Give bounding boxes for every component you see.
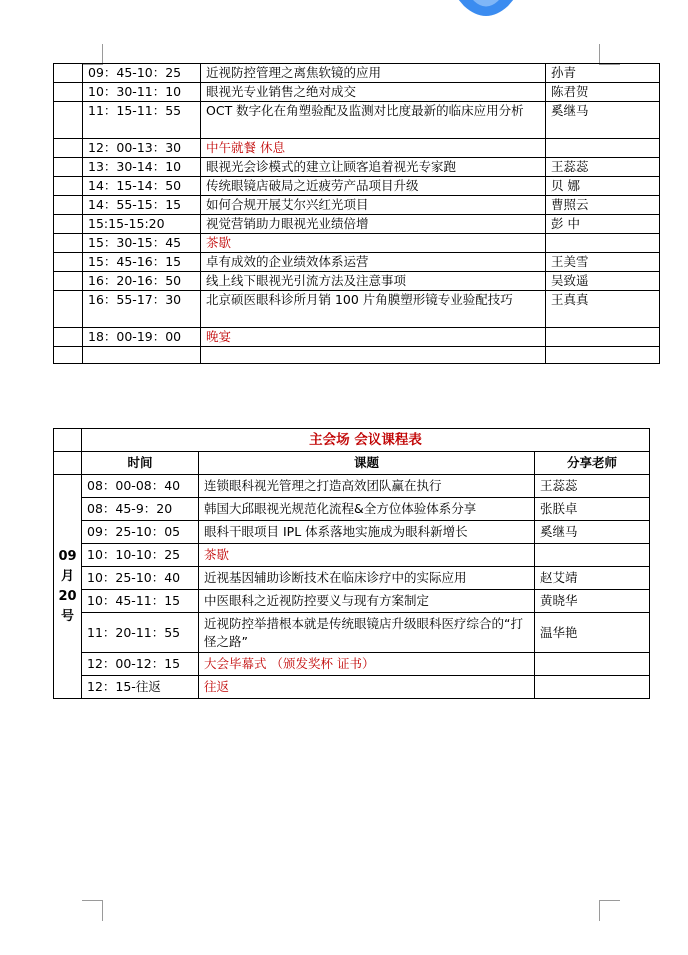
speaker-cell: 王美雪 <box>546 253 660 272</box>
table-row <box>54 676 650 699</box>
table-row <box>54 328 660 347</box>
blank-cell <box>54 347 83 364</box>
blank-cell <box>54 158 83 177</box>
table-row <box>54 215 660 234</box>
speaker-cell: 张朕卓 <box>535 498 650 521</box>
blank-cell <box>54 215 83 234</box>
table-row <box>54 158 660 177</box>
speaker-cell: 赵艾靖 <box>535 567 650 590</box>
speaker-cell: 孙青 <box>546 64 660 83</box>
table-row <box>54 272 660 291</box>
table-title: 主会场 会议课程表 <box>82 429 650 452</box>
topic-cell: 传统眼镜店破局之近疲劳产品项目升级 <box>201 177 546 196</box>
table-row <box>54 196 660 215</box>
logo-icon <box>448 0 524 20</box>
time-cell: 10：25-10：40 <box>82 567 199 590</box>
topic-cell: 茶歇 <box>199 544 535 567</box>
table-row <box>54 521 650 544</box>
topic-cell: 晚宴 <box>201 328 546 347</box>
time-cell: 14：55-15：15 <box>83 196 201 215</box>
time-cell: 12：15-往返 <box>82 676 199 699</box>
time-cell: 08：00-08：40 <box>82 475 199 498</box>
topic-cell: OCT 数字化在角塑验配及监测对比度最新的临床应用分析 <box>201 102 546 139</box>
speaker-cell: 王蕊蕊 <box>535 475 650 498</box>
speaker-cell: 曹照云 <box>546 196 660 215</box>
speaker-cell: 陈君贺 <box>546 83 660 102</box>
time-cell: 15:15-15:20 <box>83 215 201 234</box>
table-row <box>54 544 650 567</box>
time-cell: 09：25-10：05 <box>82 521 199 544</box>
blank-cell <box>54 234 83 253</box>
topic-cell: 眼视光专业销售之绝对成交 <box>201 83 546 102</box>
crop-mark-top-right <box>599 44 620 65</box>
speaker-cell: 温华艳 <box>535 613 650 653</box>
blank-cell <box>54 102 83 139</box>
topic-cell: 北京硕医眼科诊所月销 100 片角膜塑形镜专业验配技巧 <box>201 291 546 328</box>
header-speaker: 分享老师 <box>535 452 650 475</box>
topic-cell: 韩国大邱眼视光规范化流程&全方位体验体系分享 <box>199 498 535 521</box>
blank-cell <box>54 272 83 291</box>
time-cell: 15：45-16：15 <box>83 253 201 272</box>
time-cell: 13：30-14：10 <box>83 158 201 177</box>
speaker-cell: 黄晓华 <box>535 590 650 613</box>
time-cell: 09：45-10：25 <box>83 64 201 83</box>
time-cell: 11：20-11：55 <box>82 613 199 653</box>
table-row <box>54 291 660 328</box>
schedule-table-continued <box>53 63 660 364</box>
time-cell: 12：00-12：15 <box>82 653 199 676</box>
topic-cell: 近视防控管理之离焦软镜的应用 <box>201 64 546 83</box>
topic-cell: 往返 <box>199 676 535 699</box>
table-row <box>54 590 650 613</box>
topic-cell: 近视基因辅助诊断技术在临床诊疗中的实际应用 <box>199 567 535 590</box>
topic-cell: 茶歇 <box>201 234 546 253</box>
table-row <box>54 83 660 102</box>
crop-mark-top-left <box>82 44 103 65</box>
topic-cell: 大会毕幕式 （颁发奖杯 证书） <box>199 653 535 676</box>
speaker-cell <box>546 139 660 158</box>
blank-cell <box>54 291 83 328</box>
time-cell <box>83 347 201 364</box>
blank-cell <box>54 64 83 83</box>
topic-cell: 中医眼科之近视防控要义与现有方案制定 <box>199 590 535 613</box>
time-cell: 08：45-9：20 <box>82 498 199 521</box>
blank-header-cell <box>54 452 82 475</box>
table-row <box>54 498 650 521</box>
speaker-cell <box>546 234 660 253</box>
topic-cell: 连锁眼科视光管理之打造高效团队赢在执行 <box>199 475 535 498</box>
time-cell: 16：55-17：30 <box>83 291 201 328</box>
topic-cell <box>201 347 546 364</box>
table-row <box>54 653 650 676</box>
crop-mark-bottom-right <box>599 900 620 921</box>
topic-cell: 近视防控举措根本就是传统眼镜店升级眼科医疗综合的“打怪之路” <box>199 613 535 653</box>
table-row <box>54 613 650 653</box>
topic-cell: 视觉营销助力眼视光业绩倍增 <box>201 215 546 234</box>
blank-cell <box>54 196 83 215</box>
speaker-cell <box>546 328 660 347</box>
crop-mark-bottom-left <box>82 900 103 921</box>
speaker-cell: 贝 娜 <box>546 177 660 196</box>
table-row <box>54 253 660 272</box>
blank-cell <box>54 253 83 272</box>
table-row <box>54 234 660 253</box>
table-row <box>54 177 660 196</box>
speaker-cell: 吴致遥 <box>546 272 660 291</box>
table-row <box>54 102 660 139</box>
topic-cell: 眼科干眼项目 IPL 体系落地实施成为眼科新增长 <box>199 521 535 544</box>
date-cell: 09 月 20 号 <box>54 475 82 699</box>
time-cell: 15：30-15：45 <box>83 234 201 253</box>
topic-cell: 中午就餐 休息 <box>201 139 546 158</box>
time-cell: 11：15-11：55 <box>83 102 201 139</box>
speaker-cell <box>535 544 650 567</box>
blank-cell <box>54 83 83 102</box>
topic-cell: 卓有成效的企业绩效体系运营 <box>201 253 546 272</box>
table-row <box>54 139 660 158</box>
time-cell: 16：20-16：50 <box>83 272 201 291</box>
blank-cell <box>54 177 83 196</box>
time-cell: 10：45-11：15 <box>82 590 199 613</box>
speaker-cell: 奚继马 <box>546 102 660 139</box>
speaker-cell: 彭 中 <box>546 215 660 234</box>
time-cell: 12：00-13：30 <box>83 139 201 158</box>
speaker-cell <box>535 653 650 676</box>
table-row <box>54 347 660 364</box>
blank-cell <box>54 139 83 158</box>
table-row <box>54 64 660 83</box>
main-hall-schedule-table <box>53 428 650 699</box>
time-cell: 10：30-11：10 <box>83 83 201 102</box>
speaker-cell <box>535 676 650 699</box>
blank-corner-cell <box>54 429 82 452</box>
time-cell: 14：15-14：50 <box>83 177 201 196</box>
time-cell: 10：10-10：25 <box>82 544 199 567</box>
speaker-cell: 王真真 <box>546 291 660 328</box>
header-time: 时间 <box>82 452 199 475</box>
topic-cell: 眼视光会诊模式的建立让顾客追着视光专家跑 <box>201 158 546 177</box>
speaker-cell: 王蕊蕊 <box>546 158 660 177</box>
speaker-cell: 奚继马 <box>535 521 650 544</box>
topic-cell: 如何合规开展艾尔兴红光项目 <box>201 196 546 215</box>
header-topic: 课题 <box>199 452 535 475</box>
speaker-cell <box>546 347 660 364</box>
table-row <box>54 567 650 590</box>
table-row <box>54 475 650 498</box>
blank-cell <box>54 328 83 347</box>
topic-cell: 线上线下眼视光引流方法及注意事项 <box>201 272 546 291</box>
time-cell: 18：00-19：00 <box>83 328 201 347</box>
